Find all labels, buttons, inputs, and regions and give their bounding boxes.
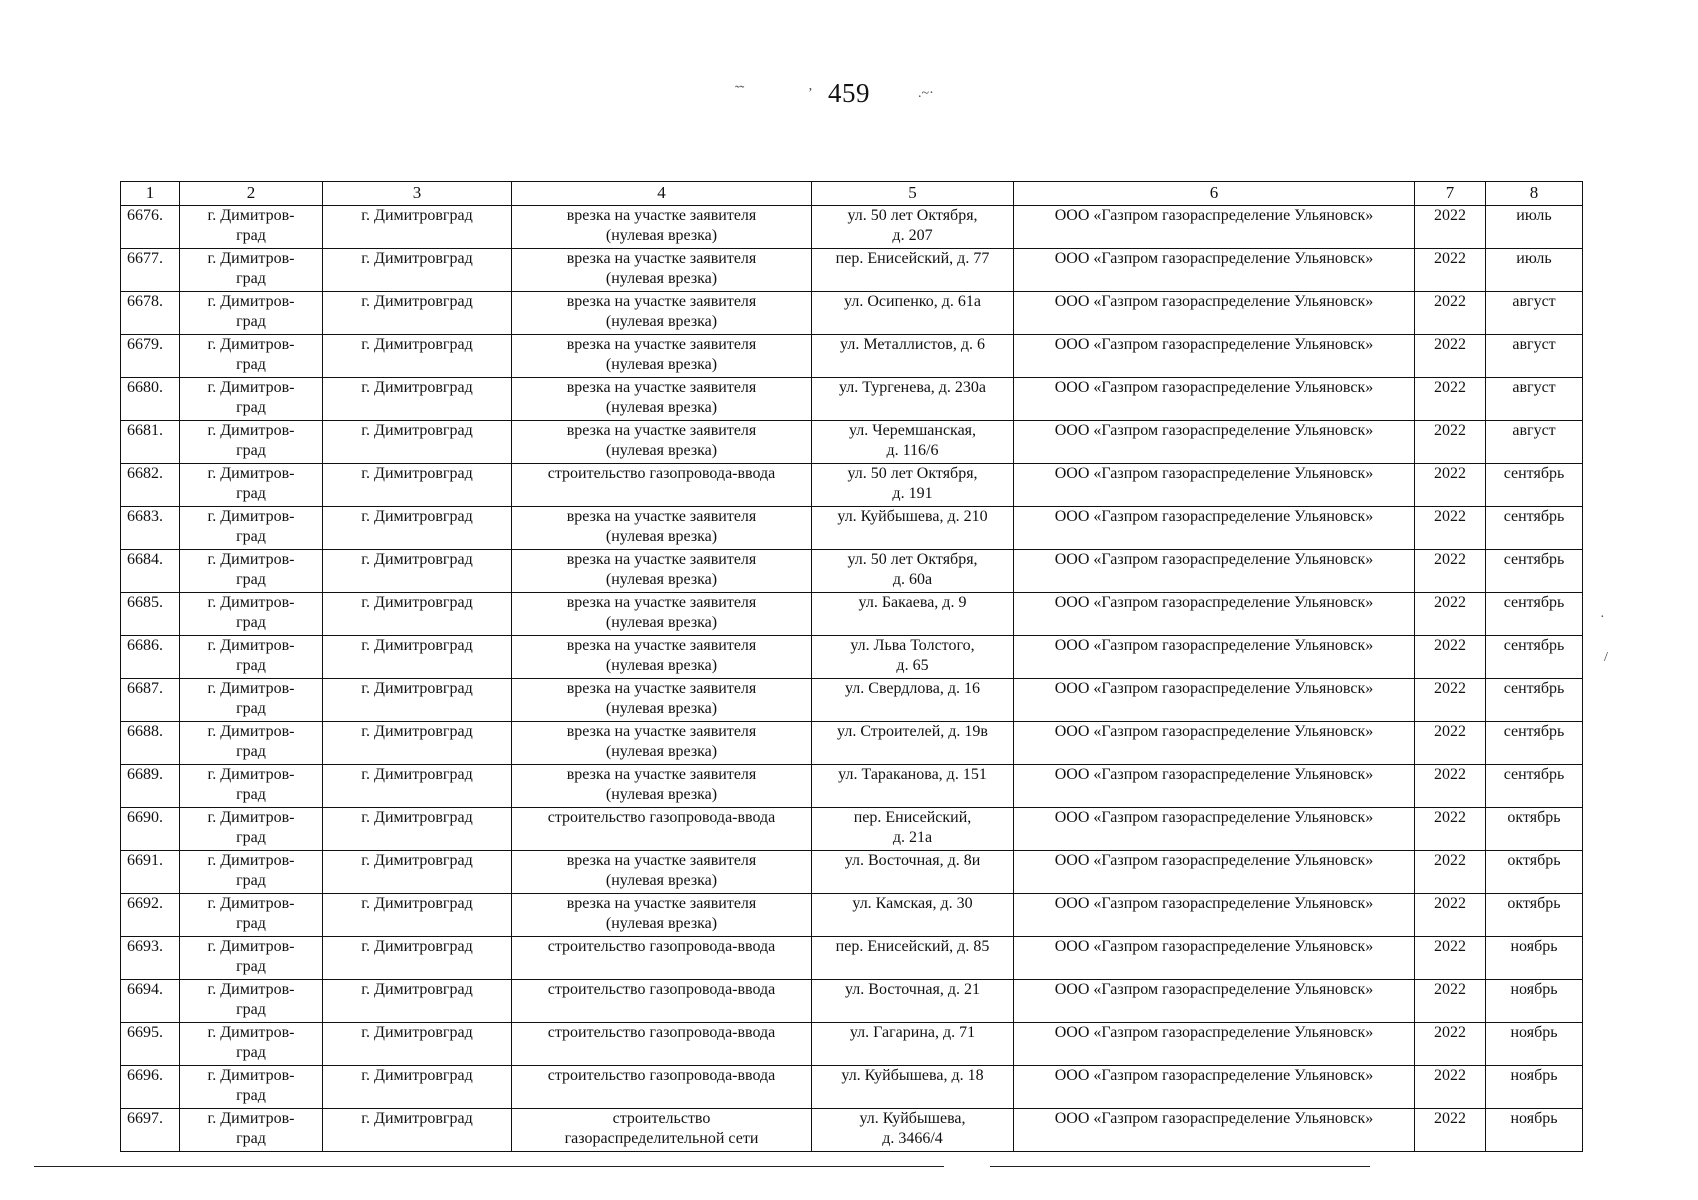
month-cell: октябрь	[1486, 851, 1583, 894]
table-row	[121, 894, 1583, 937]
column-number-8: 8	[1486, 182, 1583, 206]
year-cell: 2022	[1415, 894, 1486, 937]
year-cell: 2022	[1415, 292, 1486, 335]
month-cell: ноябрь	[1486, 980, 1583, 1023]
table-row	[121, 722, 1583, 765]
scan-speck: ·	[1600, 610, 1605, 625]
settlement-cell: г. Димитровград	[323, 765, 512, 808]
table-row	[121, 421, 1583, 464]
row-number: 6685.	[121, 593, 180, 636]
scan-speck: /	[1604, 650, 1608, 665]
footer-rule	[34, 1166, 944, 1167]
settlement-cell: г. Димитровград	[323, 937, 512, 980]
organization-cell: ООО «Газпром газораспределение Ульяновск»	[1014, 851, 1415, 894]
row-number: 6687.	[121, 679, 180, 722]
settlement-cell: г. Димитровград	[323, 378, 512, 421]
settlement-cell: г. Димитровград	[323, 980, 512, 1023]
scan-speck: ˜˜	[735, 84, 745, 99]
year-cell: 2022	[1415, 1023, 1486, 1066]
row-number: 6696.	[121, 1066, 180, 1109]
table-row	[121, 292, 1583, 335]
row-number: 6691.	[121, 851, 180, 894]
settlement-cell: г. Димитровград	[323, 249, 512, 292]
work-type-cell: врезка на участке заявителя (нулевая врезка)	[512, 378, 812, 421]
district-cell: г. Димитров- град	[180, 722, 323, 765]
work-type-cell: врезка на участке заявителя (нулевая врезка)	[512, 249, 812, 292]
settlement-cell: г. Димитровград	[323, 421, 512, 464]
month-cell: ноябрь	[1486, 1109, 1583, 1152]
scan-speck: .~·	[918, 86, 934, 101]
district-cell: г. Димитров- град	[180, 335, 323, 378]
work-type-cell: строительство газопровода-ввода	[512, 1023, 812, 1066]
table-row	[121, 937, 1583, 980]
row-number: 6680.	[121, 378, 180, 421]
organization-cell: ООО «Газпром газораспределение Ульяновск»	[1014, 894, 1415, 937]
scan-speck: ʼ	[808, 86, 813, 101]
month-cell: сентябрь	[1486, 507, 1583, 550]
row-number: 6694.	[121, 980, 180, 1023]
year-cell: 2022	[1415, 679, 1486, 722]
work-type-cell: строительство газопровода-ввода	[512, 808, 812, 851]
table-row	[121, 206, 1583, 249]
month-cell: сентябрь	[1486, 636, 1583, 679]
table-row	[121, 1109, 1583, 1152]
organization-cell: ООО «Газпром газораспределение Ульяновск»	[1014, 464, 1415, 507]
settlement-cell: г. Димитровград	[323, 507, 512, 550]
address-cell: ул. Камская, д. 30	[812, 894, 1014, 937]
row-number: 6682.	[121, 464, 180, 507]
organization-cell: ООО «Газпром газораспределение Ульяновск»	[1014, 550, 1415, 593]
settlement-cell: г. Димитровград	[323, 1109, 512, 1152]
settlement-cell: г. Димитровград	[323, 593, 512, 636]
year-cell: 2022	[1415, 507, 1486, 550]
gas-connection-table	[120, 181, 1583, 1152]
month-cell: ноябрь	[1486, 1066, 1583, 1109]
table-row	[121, 550, 1583, 593]
year-cell: 2022	[1415, 851, 1486, 894]
district-cell: г. Димитров- град	[180, 765, 323, 808]
district-cell: г. Димитров- град	[180, 249, 323, 292]
table-row	[121, 593, 1583, 636]
table-row	[121, 378, 1583, 421]
year-cell: 2022	[1415, 1066, 1486, 1109]
work-type-cell: врезка на участке заявителя (нулевая врезка)	[512, 722, 812, 765]
address-cell: ул. Свердлова, д. 16	[812, 679, 1014, 722]
address-cell: ул. Строителей, д. 19в	[812, 722, 1014, 765]
row-number: 6677.	[121, 249, 180, 292]
year-cell: 2022	[1415, 937, 1486, 980]
year-cell: 2022	[1415, 550, 1486, 593]
work-type-cell: врезка на участке заявителя (нулевая врезка)	[512, 851, 812, 894]
year-cell: 2022	[1415, 421, 1486, 464]
month-cell: июль	[1486, 249, 1583, 292]
table-row	[121, 765, 1583, 808]
month-cell: октябрь	[1486, 894, 1583, 937]
year-cell: 2022	[1415, 593, 1486, 636]
column-number-4: 4	[512, 182, 812, 206]
organization-cell: ООО «Газпром газораспределение Ульяновск»	[1014, 292, 1415, 335]
work-type-cell: врезка на участке заявителя (нулевая врезка)	[512, 550, 812, 593]
month-cell: август	[1486, 335, 1583, 378]
settlement-cell: г. Димитровград	[323, 894, 512, 937]
district-cell: г. Димитров- град	[180, 206, 323, 249]
settlement-cell: г. Димитровград	[323, 722, 512, 765]
address-cell: ул. Восточная, д. 8и	[812, 851, 1014, 894]
column-number-6: 6	[1014, 182, 1415, 206]
month-cell: сентябрь	[1486, 765, 1583, 808]
month-cell: август	[1486, 292, 1583, 335]
address-cell: ул. Бакаева, д. 9	[812, 593, 1014, 636]
column-number-1: 1	[121, 182, 180, 206]
organization-cell: ООО «Газпром газораспределение Ульяновск»	[1014, 1109, 1415, 1152]
year-cell: 2022	[1415, 464, 1486, 507]
year-cell: 2022	[1415, 765, 1486, 808]
work-type-cell: врезка на участке заявителя (нулевая врезка)	[512, 679, 812, 722]
column-number-2: 2	[180, 182, 323, 206]
row-number: 6679.	[121, 335, 180, 378]
page-number: 459	[828, 78, 870, 108]
work-type-cell: строительство газопровода-ввода	[512, 937, 812, 980]
column-number-7: 7	[1415, 182, 1486, 206]
settlement-cell: г. Димитровград	[323, 464, 512, 507]
table-row	[121, 636, 1583, 679]
district-cell: г. Димитров- град	[180, 421, 323, 464]
organization-cell: ООО «Газпром газораспределение Ульяновск»	[1014, 636, 1415, 679]
row-number: 6697.	[121, 1109, 180, 1152]
row-number: 6695.	[121, 1023, 180, 1066]
organization-cell: ООО «Газпром газораспределение Ульяновск»	[1014, 1023, 1415, 1066]
month-cell: август	[1486, 378, 1583, 421]
address-cell: ул. Гагарина, д. 71	[812, 1023, 1014, 1066]
work-type-cell: врезка на участке заявителя (нулевая врезка)	[512, 593, 812, 636]
year-cell: 2022	[1415, 378, 1486, 421]
year-cell: 2022	[1415, 980, 1486, 1023]
district-cell: г. Димитров- град	[180, 894, 323, 937]
row-number: 6686.	[121, 636, 180, 679]
work-type-cell: строительство газораспределительной сети	[512, 1109, 812, 1152]
district-cell: г. Димитров- град	[180, 464, 323, 507]
table-row	[121, 335, 1583, 378]
address-cell: пер. Енисейский, д. 21а	[812, 808, 1014, 851]
month-cell: сентябрь	[1486, 593, 1583, 636]
column-number-5: 5	[812, 182, 1014, 206]
year-cell: 2022	[1415, 636, 1486, 679]
table-row	[121, 464, 1583, 507]
district-cell: г. Димитров- град	[180, 378, 323, 421]
month-cell: июль	[1486, 206, 1583, 249]
month-cell: октябрь	[1486, 808, 1583, 851]
table-row	[121, 507, 1583, 550]
row-number: 6689.	[121, 765, 180, 808]
organization-cell: ООО «Газпром газораспределение Ульяновск»	[1014, 808, 1415, 851]
organization-cell: ООО «Газпром газораспределение Ульяновск»	[1014, 593, 1415, 636]
month-cell: ноябрь	[1486, 937, 1583, 980]
work-type-cell: строительство газопровода-ввода	[512, 464, 812, 507]
month-cell: сентябрь	[1486, 550, 1583, 593]
district-cell: г. Димитров- град	[180, 1023, 323, 1066]
address-cell: ул. Льва Толстого, д. 65	[812, 636, 1014, 679]
row-number: 6688.	[121, 722, 180, 765]
organization-cell: ООО «Газпром газораспределение Ульяновск»	[1014, 937, 1415, 980]
district-cell: г. Димитров- град	[180, 636, 323, 679]
row-number: 6693.	[121, 937, 180, 980]
work-type-cell: врезка на участке заявителя (нулевая врезка)	[512, 636, 812, 679]
organization-cell: ООО «Газпром газораспределение Ульяновск»	[1014, 249, 1415, 292]
district-cell: г. Димитров- град	[180, 593, 323, 636]
address-cell: ул. Осипенко, д. 61а	[812, 292, 1014, 335]
row-number: 6678.	[121, 292, 180, 335]
table-row	[121, 679, 1583, 722]
row-number: 6681.	[121, 421, 180, 464]
work-type-cell: строительство газопровода-ввода	[512, 980, 812, 1023]
organization-cell: ООО «Газпром газораспределение Ульяновск»	[1014, 421, 1415, 464]
year-cell: 2022	[1415, 808, 1486, 851]
organization-cell: ООО «Газпром газораспределение Ульяновск»	[1014, 722, 1415, 765]
address-cell: ул. Черемшанская, д. 116/6	[812, 421, 1014, 464]
row-number: 6684.	[121, 550, 180, 593]
organization-cell: ООО «Газпром газораспределение Ульяновск»	[1014, 507, 1415, 550]
settlement-cell: г. Димитровград	[323, 335, 512, 378]
district-cell: г. Димитров- град	[180, 980, 323, 1023]
settlement-cell: г. Димитровград	[323, 808, 512, 851]
address-cell: ул. Тургенева, д. 230а	[812, 378, 1014, 421]
address-cell: пер. Енисейский, д. 85	[812, 937, 1014, 980]
month-cell: сентябрь	[1486, 722, 1583, 765]
organization-cell: ООО «Газпром газораспределение Ульяновск»	[1014, 378, 1415, 421]
year-cell: 2022	[1415, 206, 1486, 249]
row-number: 6692.	[121, 894, 180, 937]
work-type-cell: строительство газопровода-ввода	[512, 1066, 812, 1109]
table-row	[121, 851, 1583, 894]
table-row	[121, 1023, 1583, 1066]
table-row	[121, 808, 1583, 851]
settlement-cell: г. Димитровград	[323, 1066, 512, 1109]
settlement-cell: г. Димитровград	[323, 292, 512, 335]
district-cell: г. Димитров- град	[180, 679, 323, 722]
district-cell: г. Димитров- град	[180, 937, 323, 980]
month-cell: ноябрь	[1486, 1023, 1583, 1066]
district-cell: г. Димитров- град	[180, 1066, 323, 1109]
settlement-cell: г. Димитровград	[323, 1023, 512, 1066]
month-cell: сентябрь	[1486, 679, 1583, 722]
work-type-cell: врезка на участке заявителя (нулевая врезка)	[512, 507, 812, 550]
year-cell: 2022	[1415, 722, 1486, 765]
district-cell: г. Димитров- град	[180, 1109, 323, 1152]
table-body	[121, 206, 1583, 1152]
settlement-cell: г. Димитровград	[323, 636, 512, 679]
table-row	[121, 249, 1583, 292]
district-cell: г. Димитров- град	[180, 550, 323, 593]
year-cell: 2022	[1415, 335, 1486, 378]
organization-cell: ООО «Газпром газораспределение Ульяновск»	[1014, 765, 1415, 808]
settlement-cell: г. Димитровград	[323, 550, 512, 593]
address-cell: ул. Куйбышева, д. 3466/4	[812, 1109, 1014, 1152]
address-cell: ул. Куйбышева, д. 18	[812, 1066, 1014, 1109]
address-cell: ул. Восточная, д. 21	[812, 980, 1014, 1023]
month-cell: август	[1486, 421, 1583, 464]
footer-rule	[990, 1166, 1370, 1167]
organization-cell: ООО «Газпром газораспределение Ульяновск»	[1014, 679, 1415, 722]
address-cell: ул. Металлистов, д. 6	[812, 335, 1014, 378]
organization-cell: ООО «Газпром газораспределение Ульяновск»	[1014, 335, 1415, 378]
table-row	[121, 980, 1583, 1023]
work-type-cell: врезка на участке заявителя (нулевая врезка)	[512, 765, 812, 808]
month-cell: сентябрь	[1486, 464, 1583, 507]
row-number: 6676.	[121, 206, 180, 249]
address-cell: ул. 50 лет Октября, д. 207	[812, 206, 1014, 249]
settlement-cell: г. Димитровград	[323, 679, 512, 722]
year-cell: 2022	[1415, 1109, 1486, 1152]
column-number-row	[121, 182, 1583, 206]
district-cell: г. Димитров- град	[180, 292, 323, 335]
column-number-3: 3	[323, 182, 512, 206]
organization-cell: ООО «Газпром газораспределение Ульяновск»	[1014, 1066, 1415, 1109]
table-row	[121, 1066, 1583, 1109]
work-type-cell: врезка на участке заявителя (нулевая врезка)	[512, 421, 812, 464]
work-type-cell: врезка на участке заявителя (нулевая врезка)	[512, 894, 812, 937]
work-type-cell: врезка на участке заявителя (нулевая врезка)	[512, 206, 812, 249]
organization-cell: ООО «Газпром газораспределение Ульяновск»	[1014, 206, 1415, 249]
settlement-cell: г. Димитровград	[323, 851, 512, 894]
year-cell: 2022	[1415, 249, 1486, 292]
address-cell: ул. Тараканова, д. 151	[812, 765, 1014, 808]
address-cell: ул. 50 лет Октября, д. 60а	[812, 550, 1014, 593]
district-cell: г. Димитров- град	[180, 808, 323, 851]
work-type-cell: врезка на участке заявителя (нулевая врезка)	[512, 335, 812, 378]
address-cell: пер. Енисейский, д. 77	[812, 249, 1014, 292]
district-cell: г. Димитров- град	[180, 851, 323, 894]
row-number: 6683.	[121, 507, 180, 550]
organization-cell: ООО «Газпром газораспределение Ульяновск»	[1014, 980, 1415, 1023]
settlement-cell: г. Димитровград	[323, 206, 512, 249]
row-number: 6690.	[121, 808, 180, 851]
work-type-cell: врезка на участке заявителя (нулевая врезка)	[512, 292, 812, 335]
address-cell: ул. 50 лет Октября, д. 191	[812, 464, 1014, 507]
address-cell: ул. Куйбышева, д. 210	[812, 507, 1014, 550]
district-cell: г. Димитров- град	[180, 507, 323, 550]
